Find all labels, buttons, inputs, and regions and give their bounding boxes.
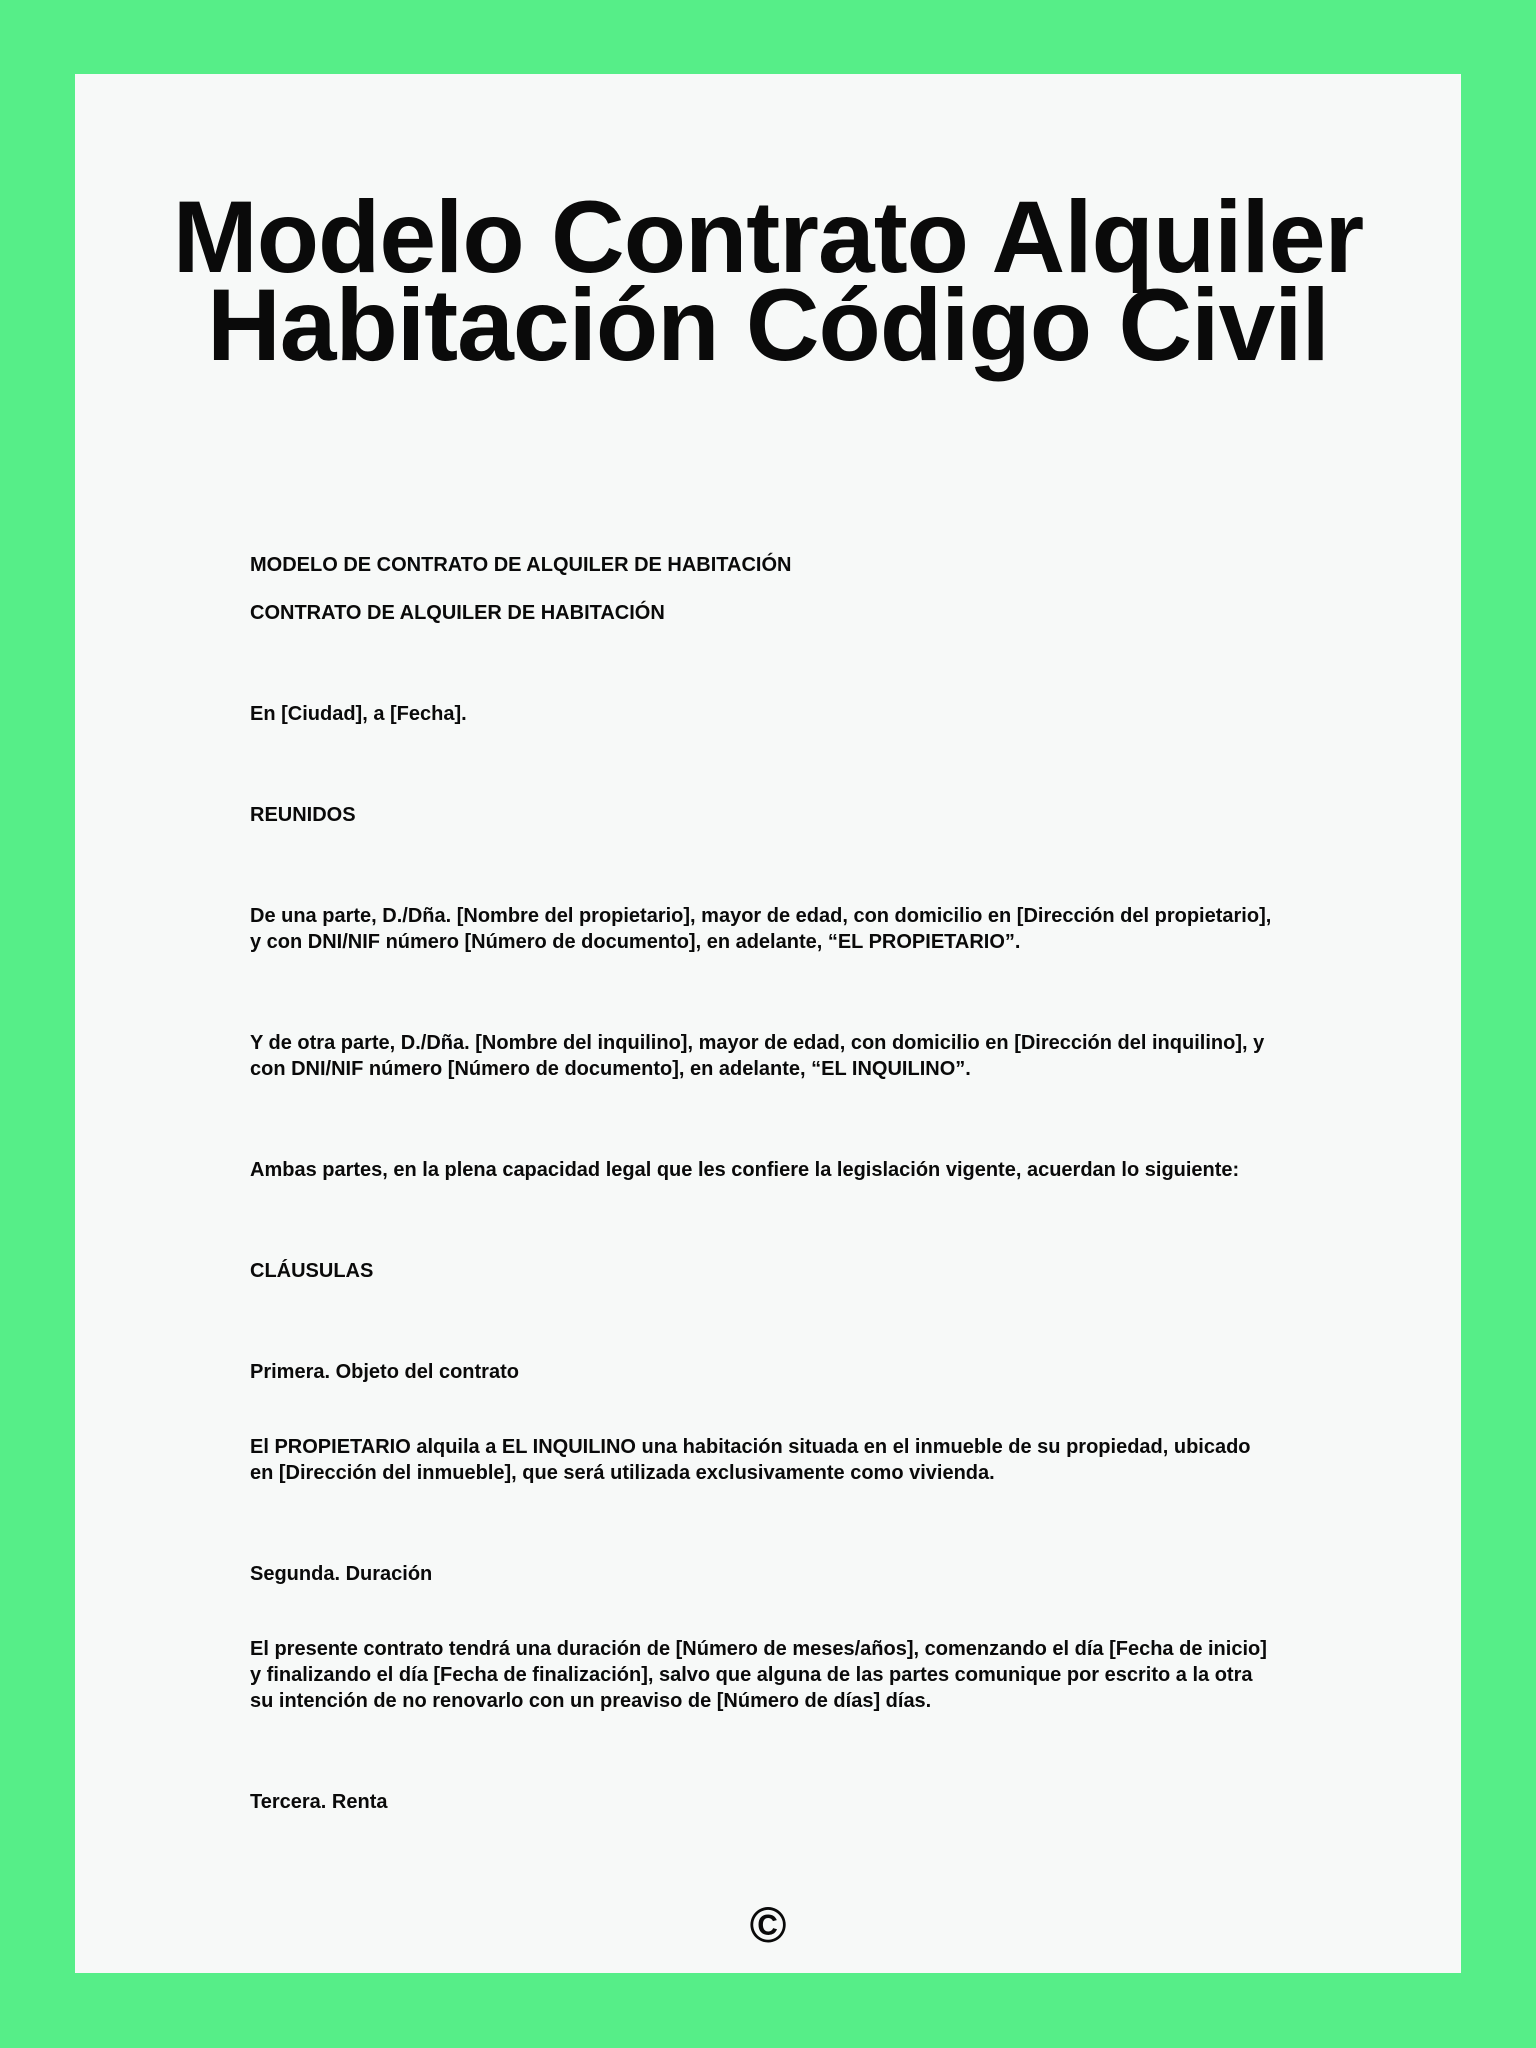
text-line: MODELO DE CONTRATO DE ALQUILER DE HABITACIÓN [250, 554, 792, 576]
document-page [75, 74, 1461, 1973]
text-line: REUNIDOS [250, 804, 356, 826]
text-line: su intención de no renovarlo con un preaviso de [Número de días] días. [250, 1690, 932, 1712]
text-line: en [Dirección del inmueble], que será utilizada exclusivamente como vivienda. [250, 1462, 995, 1484]
text-line: Ambas partes, en la plena capacidad legal que les confiere la legislación vigente, acuerdan lo siguiente: [250, 1159, 1240, 1181]
clause-1-body [250, 1434, 1340, 1486]
text-line: CONTRATO DE ALQUILER DE HABITACIÓN [250, 602, 665, 624]
text-line: En [Ciudad], a [Fecha]. [250, 703, 467, 725]
copyright-icon: © [749, 1897, 787, 1953]
contract-body [250, 552, 1340, 1815]
agreement-intro-paragraph [250, 1157, 1340, 1183]
clause-3-heading [250, 1789, 1340, 1815]
text-line: Primera. Objeto del contrato [250, 1361, 519, 1383]
text-line: Segunda. Duración [250, 1563, 433, 1585]
text-line: De una parte, D./Dña. [Nombre del propietario], mayor de edad, con domicilio en [Dirección del propietario], [250, 905, 1272, 927]
party-tenant-paragraph [250, 1030, 1340, 1082]
page-title-line-2: Habitación Código Civil [207, 268, 1329, 382]
text-line: y con DNI/NIF número [Número de documento], en adelante, “EL PROPIETARIO”. [250, 931, 1021, 953]
clause-2-heading [250, 1561, 1340, 1587]
clause-1-heading [250, 1359, 1340, 1385]
place-date-line [250, 701, 1340, 727]
text-line: Tercera. Renta [250, 1791, 388, 1813]
party-owner-paragraph [250, 903, 1340, 955]
page-title [75, 180, 1461, 382]
text-line: CLÁUSULAS [250, 1260, 374, 1282]
section-heading-clausulas [250, 1258, 1340, 1284]
text-line: El PROPIETARIO alquila a EL INQUILINO una habitación situada en el inmueble de su propiedad, ubicado [250, 1436, 1251, 1458]
text-line: El presente contrato tendrá una duración de [Número de meses/años], comenzando el día [Fecha de inicio] [250, 1638, 1267, 1660]
page-title-line-1: Modelo Contrato Alquiler [172, 180, 1364, 294]
text-line: con DNI/NIF número [Número de documento], en adelante, “EL INQUILINO”. [250, 1058, 971, 1080]
doc-subheading [250, 600, 1340, 626]
doc-heading [250, 552, 1340, 578]
section-heading-reunidos [250, 802, 1340, 828]
text-line: Y de otra parte, D./Dña. [Nombre del inquilino], mayor de edad, con domicilio en [Dirección del inquilino], y [250, 1032, 1265, 1054]
clause-2-body [250, 1636, 1340, 1714]
text-line: y finalizando el día [Fecha de finalización], salvo que alguna de las partes comunique por escrito a la otra [250, 1664, 1253, 1686]
